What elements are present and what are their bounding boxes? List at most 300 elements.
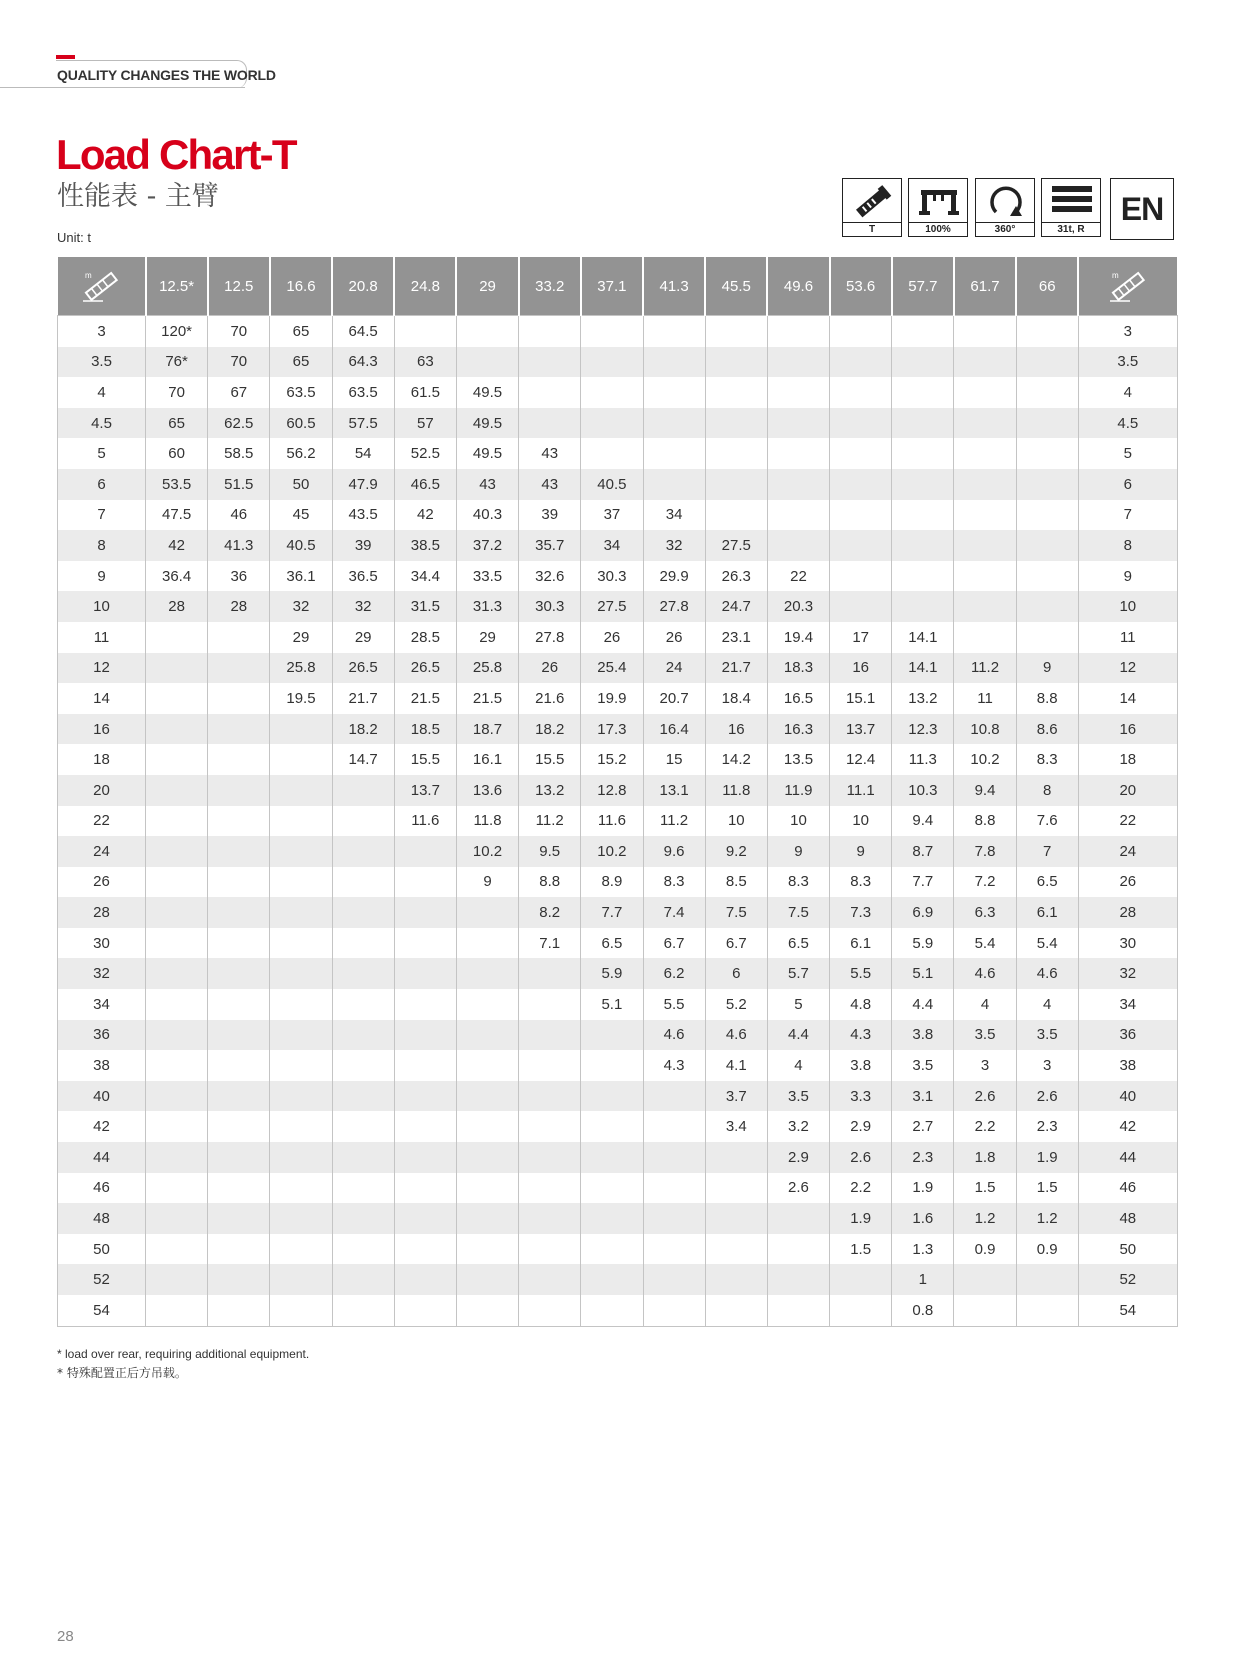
load-cell: 6.2 xyxy=(643,958,705,989)
load-cell xyxy=(456,347,518,378)
load-cell: 11 xyxy=(954,683,1016,714)
load-cell: 32 xyxy=(332,591,394,622)
load-cell: 30.3 xyxy=(519,591,581,622)
load-cell: 10 xyxy=(830,806,892,837)
load-cell: 1.3 xyxy=(892,1234,954,1265)
load-cell xyxy=(146,714,208,745)
table-row xyxy=(58,867,1178,898)
load-cell: 15.1 xyxy=(830,683,892,714)
table-row xyxy=(58,1020,1178,1051)
footnote: * load over rear, requiring additional equipment. xyxy=(57,1347,310,1361)
load-cell xyxy=(705,1264,767,1295)
load-cell xyxy=(270,867,332,898)
load-cell xyxy=(270,1081,332,1112)
load-cell xyxy=(643,408,705,439)
load-cell: 8.8 xyxy=(1016,683,1078,714)
load-cell xyxy=(208,1142,270,1173)
radius-cell: 24 xyxy=(1078,836,1177,867)
load-cell: 9.5 xyxy=(519,836,581,867)
load-cell xyxy=(1016,1264,1078,1295)
load-cell: 43 xyxy=(456,469,518,500)
load-cell: 3.3 xyxy=(830,1081,892,1112)
load-cell: 5.9 xyxy=(892,928,954,959)
load-cell: 40.5 xyxy=(581,469,643,500)
load-cell: 67 xyxy=(208,377,270,408)
load-cell: 5.2 xyxy=(705,989,767,1020)
load-cell: 4.4 xyxy=(767,1020,829,1051)
table-row xyxy=(58,469,1178,500)
load-cell: 3.5 xyxy=(954,1020,1016,1051)
load-cell: 29.9 xyxy=(643,561,705,592)
load-cell xyxy=(643,1173,705,1204)
load-cell xyxy=(830,591,892,622)
load-cell xyxy=(705,1203,767,1234)
load-cell: 21.6 xyxy=(519,683,581,714)
counterweight-icon xyxy=(1041,178,1101,237)
load-cell: 1.6 xyxy=(892,1203,954,1234)
load-cell: 15.5 xyxy=(394,744,456,775)
load-cell: 25.8 xyxy=(270,653,332,684)
load-cell: 18.4 xyxy=(705,683,767,714)
unit-label: Unit: t xyxy=(57,230,91,245)
load-cell: 3.4 xyxy=(705,1111,767,1142)
load-cell xyxy=(954,377,1016,408)
boom-length-header: 41.3 xyxy=(643,257,705,316)
load-cell xyxy=(519,377,581,408)
table-row xyxy=(58,1203,1178,1234)
load-cell xyxy=(332,1142,394,1173)
load-cell xyxy=(705,408,767,439)
radius-cell: 34 xyxy=(58,989,146,1020)
config-icon-label: 360° xyxy=(975,222,1035,237)
radius-cell: 12 xyxy=(1078,653,1177,684)
radius-cell: 8 xyxy=(1078,530,1177,561)
load-cell xyxy=(581,1203,643,1234)
load-cell: 57 xyxy=(394,408,456,439)
load-cell xyxy=(767,316,829,347)
load-cell: 8.3 xyxy=(830,867,892,898)
load-cell: 64.3 xyxy=(332,347,394,378)
load-cell xyxy=(456,1111,518,1142)
load-cell xyxy=(270,1264,332,1295)
load-cell: 42 xyxy=(394,500,456,531)
load-cell xyxy=(270,1050,332,1081)
load-cell xyxy=(146,989,208,1020)
load-cell: 43.5 xyxy=(332,500,394,531)
load-cell xyxy=(270,897,332,928)
load-cell: 7.6 xyxy=(1016,806,1078,837)
load-cell xyxy=(643,347,705,378)
table-row xyxy=(58,1295,1178,1326)
load-cell: 4.3 xyxy=(643,1050,705,1081)
load-cell xyxy=(954,316,1016,347)
load-cell: 13.7 xyxy=(830,714,892,745)
radius-cell: 11 xyxy=(1078,622,1177,653)
load-cell xyxy=(394,928,456,959)
load-cell: 3.5 xyxy=(892,1050,954,1081)
radius-cell: 8 xyxy=(58,530,146,561)
load-cell: 6.7 xyxy=(643,928,705,959)
load-cell xyxy=(519,1081,581,1112)
load-cell: 53.5 xyxy=(146,469,208,500)
load-cell: 63 xyxy=(394,347,456,378)
load-cell xyxy=(581,1050,643,1081)
load-cell: 70 xyxy=(146,377,208,408)
load-cell: 11.6 xyxy=(394,806,456,837)
load-cell xyxy=(208,744,270,775)
radius-cell: 28 xyxy=(1078,897,1177,928)
load-cell xyxy=(146,1050,208,1081)
radius-cell: 24 xyxy=(58,836,146,867)
load-cell xyxy=(208,836,270,867)
load-cell: 21.5 xyxy=(456,683,518,714)
load-cell xyxy=(643,316,705,347)
load-cell: 4.8 xyxy=(830,989,892,1020)
load-cell xyxy=(519,1295,581,1326)
load-cell xyxy=(394,1295,456,1326)
load-cell: 42 xyxy=(146,530,208,561)
load-cell xyxy=(332,989,394,1020)
load-cell: 2.6 xyxy=(830,1142,892,1173)
boom-length-header: 45.5 xyxy=(705,257,767,316)
radius-cell: 42 xyxy=(58,1111,146,1142)
load-cell xyxy=(456,1173,518,1204)
boom-length-header: 29 xyxy=(456,257,518,316)
radius-cell: 14 xyxy=(58,683,146,714)
load-cell xyxy=(146,958,208,989)
radius-cell: 18 xyxy=(58,744,146,775)
load-cell xyxy=(208,714,270,745)
table-row xyxy=(58,591,1178,622)
table-row xyxy=(58,1234,1178,1265)
load-cell: 38.5 xyxy=(394,530,456,561)
load-cell xyxy=(146,1020,208,1051)
load-cell: 27.5 xyxy=(705,530,767,561)
load-cell xyxy=(394,836,456,867)
load-cell: 7.1 xyxy=(519,928,581,959)
page-title: Load Chart-T xyxy=(56,131,296,178)
footnote-cn: * 特殊配置正后方吊载。 xyxy=(57,1366,187,1380)
load-cell xyxy=(270,1020,332,1051)
load-cell xyxy=(332,1081,394,1112)
load-cell: 63.5 xyxy=(270,377,332,408)
tagline: QUALITY CHANGES THE WORLD xyxy=(57,67,276,83)
load-cell xyxy=(146,622,208,653)
load-cell: 7 xyxy=(1016,836,1078,867)
load-cell xyxy=(332,867,394,898)
load-cell: 6.3 xyxy=(954,897,1016,928)
load-cell: 29 xyxy=(270,622,332,653)
load-cell xyxy=(332,1173,394,1204)
load-cell xyxy=(892,438,954,469)
load-cell: 12.4 xyxy=(830,744,892,775)
load-cell: 6.5 xyxy=(581,928,643,959)
load-cell xyxy=(830,500,892,531)
load-cell xyxy=(581,1020,643,1051)
load-cell: 26.5 xyxy=(394,653,456,684)
boom-length-header: 66 xyxy=(1016,257,1078,316)
load-cell xyxy=(581,1264,643,1295)
load-cell xyxy=(456,897,518,928)
load-cell: 11.6 xyxy=(581,806,643,837)
table-row xyxy=(58,561,1178,592)
load-cell: 4.4 xyxy=(892,989,954,1020)
load-cell xyxy=(332,1050,394,1081)
load-cell: 63.5 xyxy=(332,377,394,408)
boom-length-header: 12.5* xyxy=(146,257,208,316)
load-cell xyxy=(581,408,643,439)
load-cell: 0.9 xyxy=(1016,1234,1078,1265)
boom-length-header: 57.7 xyxy=(892,257,954,316)
load-cell xyxy=(208,958,270,989)
load-cell xyxy=(208,622,270,653)
load-cell xyxy=(394,1142,456,1173)
table-row xyxy=(58,1264,1178,1295)
load-cell: 43 xyxy=(519,438,581,469)
load-cell xyxy=(456,928,518,959)
table-row xyxy=(58,1081,1178,1112)
load-cell: 26 xyxy=(519,653,581,684)
table-row xyxy=(58,316,1178,347)
load-cell: 10 xyxy=(767,806,829,837)
load-cell: 6.1 xyxy=(830,928,892,959)
load-cell xyxy=(332,775,394,806)
load-cell xyxy=(1016,316,1078,347)
load-cell: 15 xyxy=(643,744,705,775)
load-cell xyxy=(332,958,394,989)
radius-cell: 46 xyxy=(58,1173,146,1204)
load-cell xyxy=(705,469,767,500)
load-cell: 65 xyxy=(270,316,332,347)
load-cell: 13.2 xyxy=(519,775,581,806)
radius-cell: 16 xyxy=(1078,714,1177,745)
load-cell: 50 xyxy=(270,469,332,500)
radius-cell: 20 xyxy=(58,775,146,806)
load-cell: 11.2 xyxy=(519,806,581,837)
load-cell xyxy=(892,347,954,378)
table-row xyxy=(58,408,1178,439)
load-cell: 8.6 xyxy=(1016,714,1078,745)
load-cell: 22 xyxy=(767,561,829,592)
radius-cell: 40 xyxy=(1078,1081,1177,1112)
svg-text:m: m xyxy=(1112,271,1119,280)
load-cell: 6 xyxy=(705,958,767,989)
load-cell xyxy=(394,897,456,928)
load-cell: 8 xyxy=(1016,775,1078,806)
load-cell xyxy=(830,377,892,408)
load-cell: 12.3 xyxy=(892,714,954,745)
page-subtitle: 性能表 - 主臂 xyxy=(57,181,219,212)
load-cell xyxy=(581,1142,643,1173)
load-cell: 20.3 xyxy=(767,591,829,622)
load-cell xyxy=(456,1142,518,1173)
load-cell: 49.5 xyxy=(456,438,518,469)
radius-cell: 18 xyxy=(1078,744,1177,775)
load-cell xyxy=(954,408,1016,439)
load-cell: 57.5 xyxy=(332,408,394,439)
table-row xyxy=(58,1050,1178,1081)
load-cell: 20.7 xyxy=(643,683,705,714)
load-cell: 31.3 xyxy=(456,591,518,622)
load-cell xyxy=(146,1111,208,1142)
radius-cell: 3.5 xyxy=(1078,347,1177,378)
load-chart-table xyxy=(57,257,1178,1327)
load-cell: 64.5 xyxy=(332,316,394,347)
load-cell xyxy=(581,347,643,378)
load-cell: 4.6 xyxy=(954,958,1016,989)
load-cell: 46.5 xyxy=(394,469,456,500)
load-cell: 32 xyxy=(643,530,705,561)
load-cell xyxy=(705,316,767,347)
load-cell xyxy=(767,1295,829,1326)
load-cell: 2.2 xyxy=(830,1173,892,1204)
load-cell xyxy=(146,1173,208,1204)
radius-cell: 52 xyxy=(58,1264,146,1295)
load-cell xyxy=(270,775,332,806)
load-cell xyxy=(270,1142,332,1173)
load-cell: 5.1 xyxy=(892,958,954,989)
load-cell: 26.5 xyxy=(332,653,394,684)
table-row xyxy=(58,500,1178,531)
load-cell xyxy=(767,1264,829,1295)
table-row xyxy=(58,958,1178,989)
load-cell: 58.5 xyxy=(208,438,270,469)
load-cell: 3.5 xyxy=(767,1081,829,1112)
load-cell: 51.5 xyxy=(208,469,270,500)
load-cell: 7.5 xyxy=(705,897,767,928)
load-cell: 10.2 xyxy=(954,744,1016,775)
load-cell: 8.3 xyxy=(767,867,829,898)
load-cell xyxy=(643,1264,705,1295)
radius-cell: 26 xyxy=(58,867,146,898)
table-row xyxy=(58,775,1178,806)
load-cell: 11.1 xyxy=(830,775,892,806)
radius-cell: 36 xyxy=(58,1020,146,1051)
radius-cell: 4.5 xyxy=(58,408,146,439)
load-cell xyxy=(954,500,1016,531)
table-row xyxy=(58,1142,1178,1173)
load-cell xyxy=(767,377,829,408)
load-cell xyxy=(146,928,208,959)
load-cell xyxy=(767,408,829,439)
load-cell: 2.9 xyxy=(830,1111,892,1142)
load-cell: 4 xyxy=(767,1050,829,1081)
load-cell xyxy=(954,438,1016,469)
load-cell: 2.9 xyxy=(767,1142,829,1173)
load-cell: 28 xyxy=(146,591,208,622)
load-cell xyxy=(705,1173,767,1204)
load-cell: 24.7 xyxy=(705,591,767,622)
load-cell: 26 xyxy=(581,622,643,653)
load-cell xyxy=(146,1234,208,1265)
load-cell: 9.4 xyxy=(892,806,954,837)
load-cell xyxy=(146,683,208,714)
load-cell: 19.5 xyxy=(270,683,332,714)
load-cell xyxy=(270,744,332,775)
load-cell xyxy=(270,958,332,989)
load-cell xyxy=(270,1173,332,1204)
load-cell: 34 xyxy=(643,500,705,531)
load-cell: 36.4 xyxy=(146,561,208,592)
load-cell: 5.4 xyxy=(954,928,1016,959)
load-cell xyxy=(1016,622,1078,653)
load-cell: 5.9 xyxy=(581,958,643,989)
load-cell xyxy=(830,1264,892,1295)
load-cell: 18.7 xyxy=(456,714,518,745)
load-cell: 13.5 xyxy=(767,744,829,775)
load-cell xyxy=(208,1295,270,1326)
radius-cell: 7 xyxy=(1078,500,1177,531)
tagline-underline xyxy=(0,87,245,88)
load-cell xyxy=(208,989,270,1020)
radius-cell: 36 xyxy=(1078,1020,1177,1051)
load-cell: 1.2 xyxy=(954,1203,1016,1234)
load-cell: 19.4 xyxy=(767,622,829,653)
load-cell xyxy=(208,775,270,806)
load-cell xyxy=(208,1081,270,1112)
load-cell xyxy=(456,1264,518,1295)
load-cell: 32 xyxy=(270,591,332,622)
load-cell xyxy=(643,1142,705,1173)
load-cell: 16 xyxy=(830,653,892,684)
load-cell: 3 xyxy=(1016,1050,1078,1081)
load-cell xyxy=(892,377,954,408)
load-cell: 16 xyxy=(705,714,767,745)
load-cell: 120* xyxy=(146,316,208,347)
load-cell: 39 xyxy=(519,500,581,531)
load-cell xyxy=(208,1111,270,1142)
radius-cell: 10 xyxy=(58,591,146,622)
load-cell xyxy=(208,683,270,714)
load-cell: 36 xyxy=(208,561,270,592)
boom-length-header: 49.6 xyxy=(767,257,829,316)
load-cell xyxy=(954,591,1016,622)
load-cell: 26.3 xyxy=(705,561,767,592)
load-cell xyxy=(519,1142,581,1173)
load-cell: 7.4 xyxy=(643,897,705,928)
table-header-row xyxy=(58,257,1178,316)
load-cell xyxy=(830,530,892,561)
load-cell: 29 xyxy=(456,622,518,653)
load-cell: 10.2 xyxy=(456,836,518,867)
load-cell xyxy=(1016,530,1078,561)
load-cell: 2.6 xyxy=(954,1081,1016,1112)
load-cell: 1.9 xyxy=(830,1203,892,1234)
radius-cell: 22 xyxy=(1078,806,1177,837)
table-row xyxy=(58,836,1178,867)
load-cell: 65 xyxy=(270,347,332,378)
load-cell: 49.5 xyxy=(456,377,518,408)
load-cell: 4.3 xyxy=(830,1020,892,1051)
load-cell xyxy=(705,500,767,531)
load-cell xyxy=(208,1020,270,1051)
radius-cell: 44 xyxy=(1078,1142,1177,1173)
load-cell xyxy=(1016,408,1078,439)
load-cell: 43 xyxy=(519,469,581,500)
load-cell: 60 xyxy=(146,438,208,469)
config-icon-label: 100% xyxy=(908,222,968,237)
load-cell xyxy=(1016,561,1078,592)
load-cell xyxy=(519,1234,581,1265)
load-cell: 3 xyxy=(954,1050,1016,1081)
load-cell xyxy=(581,316,643,347)
load-cell: 7.5 xyxy=(767,897,829,928)
load-cell xyxy=(332,806,394,837)
load-cell xyxy=(394,1173,456,1204)
load-cell: 60.5 xyxy=(270,408,332,439)
load-cell xyxy=(394,1111,456,1142)
load-cell xyxy=(394,958,456,989)
